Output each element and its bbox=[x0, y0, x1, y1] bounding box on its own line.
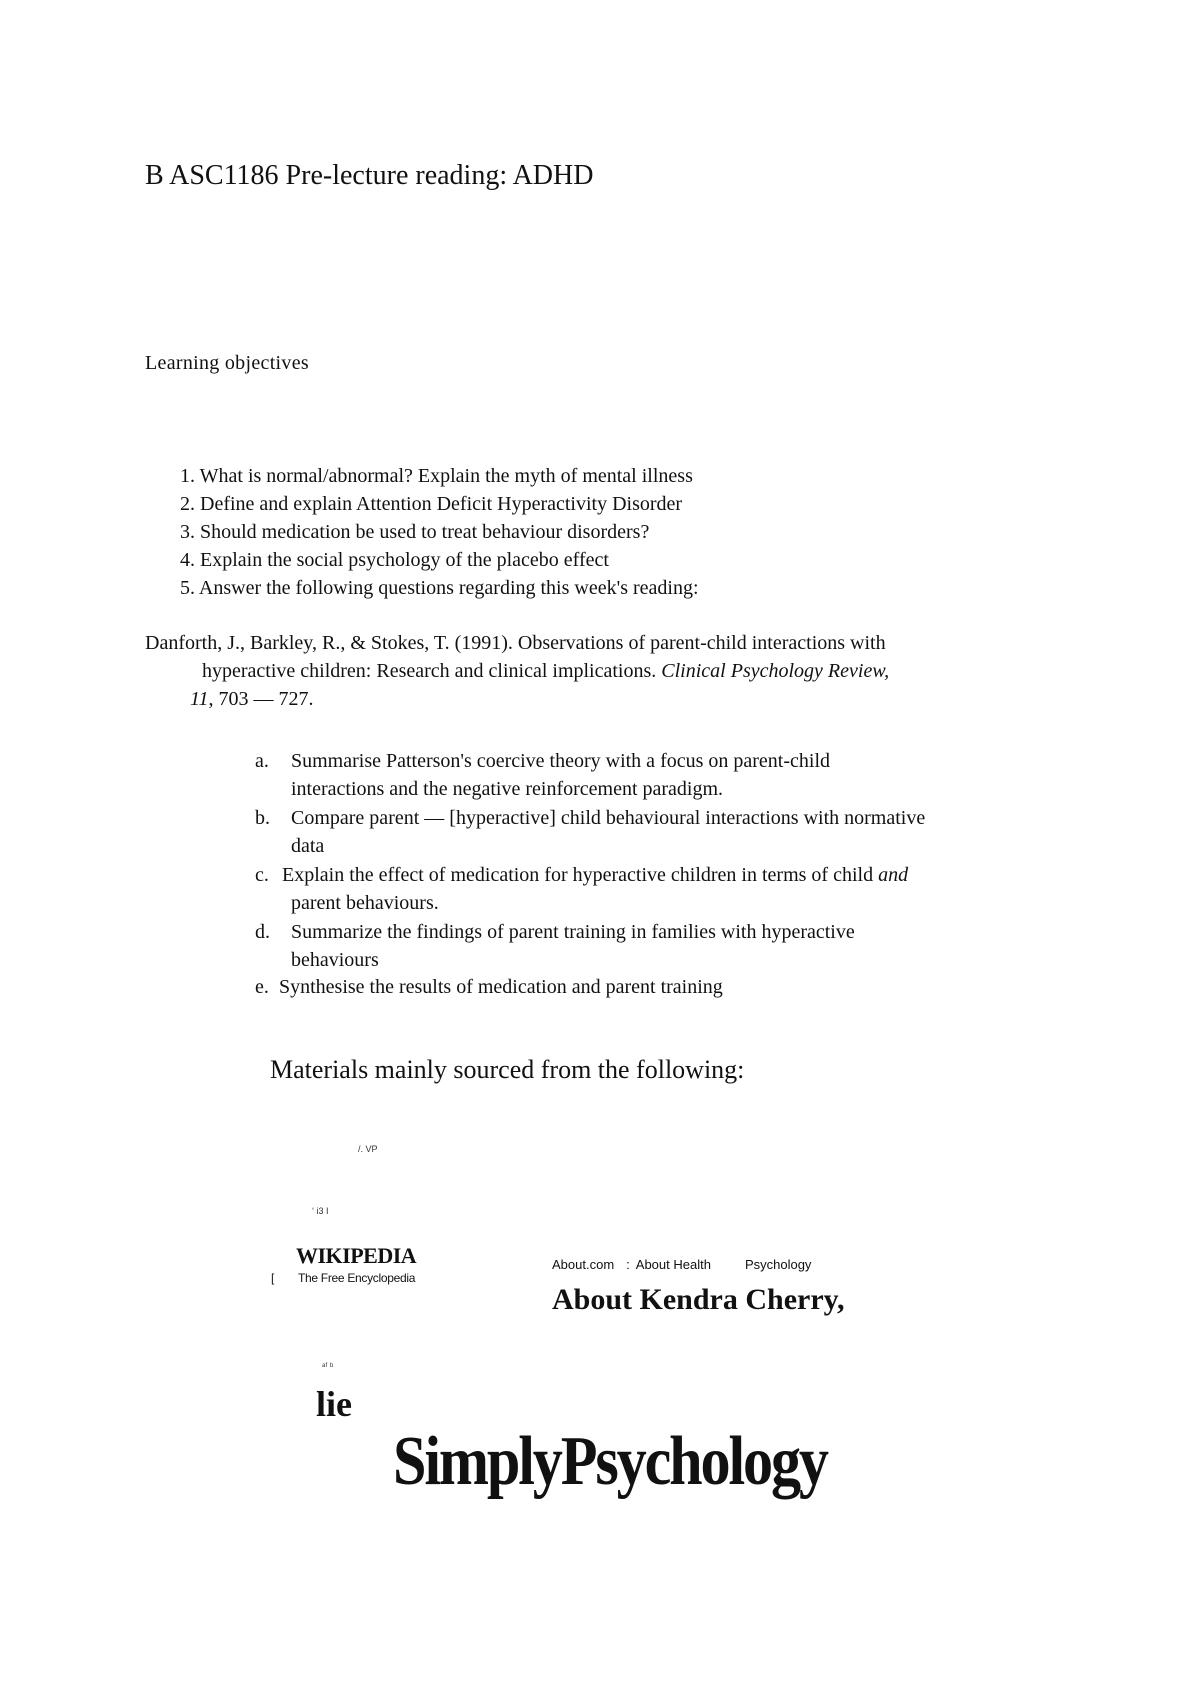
about-breadcrumb bbox=[552, 1257, 817, 1272]
sub-question-label: b. bbox=[255, 807, 270, 829]
simplypsychology-logo: SimplyPsychology bbox=[393, 1423, 827, 1500]
reference-volume: 11 bbox=[190, 688, 209, 710]
logo-artifact: [ bbox=[271, 1271, 275, 1285]
logo-artifact: /. VP bbox=[358, 1144, 378, 1154]
reference-pages: , 703 — 727. bbox=[208, 688, 314, 710]
about-author-heading: About Kendra Cherry, bbox=[552, 1283, 845, 1316]
sub-question-text: Summarize the findings of parent training in families with hyperactive bbox=[291, 921, 855, 943]
about-link-health: About Health bbox=[635, 1257, 711, 1272]
sub-question-text-emphasis: and bbox=[878, 864, 909, 886]
sub-question-text: behaviours bbox=[291, 949, 379, 971]
about-link-home: About.com bbox=[552, 1257, 615, 1272]
objective-item: 4. Explain the social psychology of the placebo effect bbox=[180, 549, 609, 571]
reference-line-2 bbox=[202, 660, 889, 683]
reference-line-3 bbox=[190, 688, 314, 711]
reference-journal: Clinical Psychology Review, bbox=[661, 660, 890, 682]
sub-question-label: c. bbox=[255, 864, 269, 886]
wikipedia-tagline: The Free Encyclopedia bbox=[298, 1271, 416, 1285]
objective-item: 1. What is normal/abnormal? Explain the myth of mental illness bbox=[180, 465, 693, 487]
objective-item: 3. Should medication be used to treat behaviour disorders? bbox=[180, 521, 650, 543]
objective-item: 2. Define and explain Attention Deficit Hyperactivity Disorder bbox=[180, 493, 683, 515]
sub-question-label: d. bbox=[255, 921, 270, 943]
sub-question-text: interactions and the negative reinforcement paradigm. bbox=[291, 778, 724, 800]
sub-question-label: e. bbox=[255, 976, 269, 998]
logo-fragment: lie bbox=[316, 1384, 352, 1424]
logo-artifact: ‘ i3 I bbox=[312, 1206, 329, 1216]
materials-heading: Materials mainly sourced from the following: bbox=[270, 1055, 745, 1084]
sub-question-text: Compare parent — [hyperactive] child behavioural interactions with normative bbox=[291, 807, 926, 829]
reference-article-title: hyperactive children: Research and clinical implications. bbox=[202, 660, 662, 682]
sub-question-text: data bbox=[291, 835, 325, 857]
objectives-list bbox=[180, 462, 699, 602]
about-link-psychology: Psychology bbox=[744, 1257, 812, 1272]
sub-question-text-plain: Explain the effect of medication for hyperactive children in terms of child bbox=[282, 864, 879, 886]
sub-question-text bbox=[282, 864, 908, 887]
objective-item: 5. Answer the following questions regarding this week's reading: bbox=[180, 577, 699, 599]
breadcrumb-separator: : bbox=[626, 1257, 630, 1272]
sub-question-text: parent behaviours. bbox=[291, 892, 439, 914]
logo-artifact: ᵃᶠ ᵇ bbox=[322, 1361, 334, 1371]
reference-line-1: Danforth, J., Barkley, R., & Stokes, T. (1991). Observations of parent-child interactions with bbox=[145, 632, 886, 654]
sub-question-text: Summarise Patterson's coercive theory with a focus on parent-child bbox=[291, 750, 831, 772]
objectives-heading: Learning objectives bbox=[145, 352, 309, 374]
wikipedia-wordmark: WIKIPEDIA bbox=[296, 1243, 417, 1268]
page-title: B ASC1186 Pre-lecture reading: ADHD bbox=[145, 160, 594, 191]
sub-question-label: a. bbox=[255, 750, 269, 772]
sub-question-text: Synthesise the results of medication and parent training bbox=[279, 976, 723, 998]
